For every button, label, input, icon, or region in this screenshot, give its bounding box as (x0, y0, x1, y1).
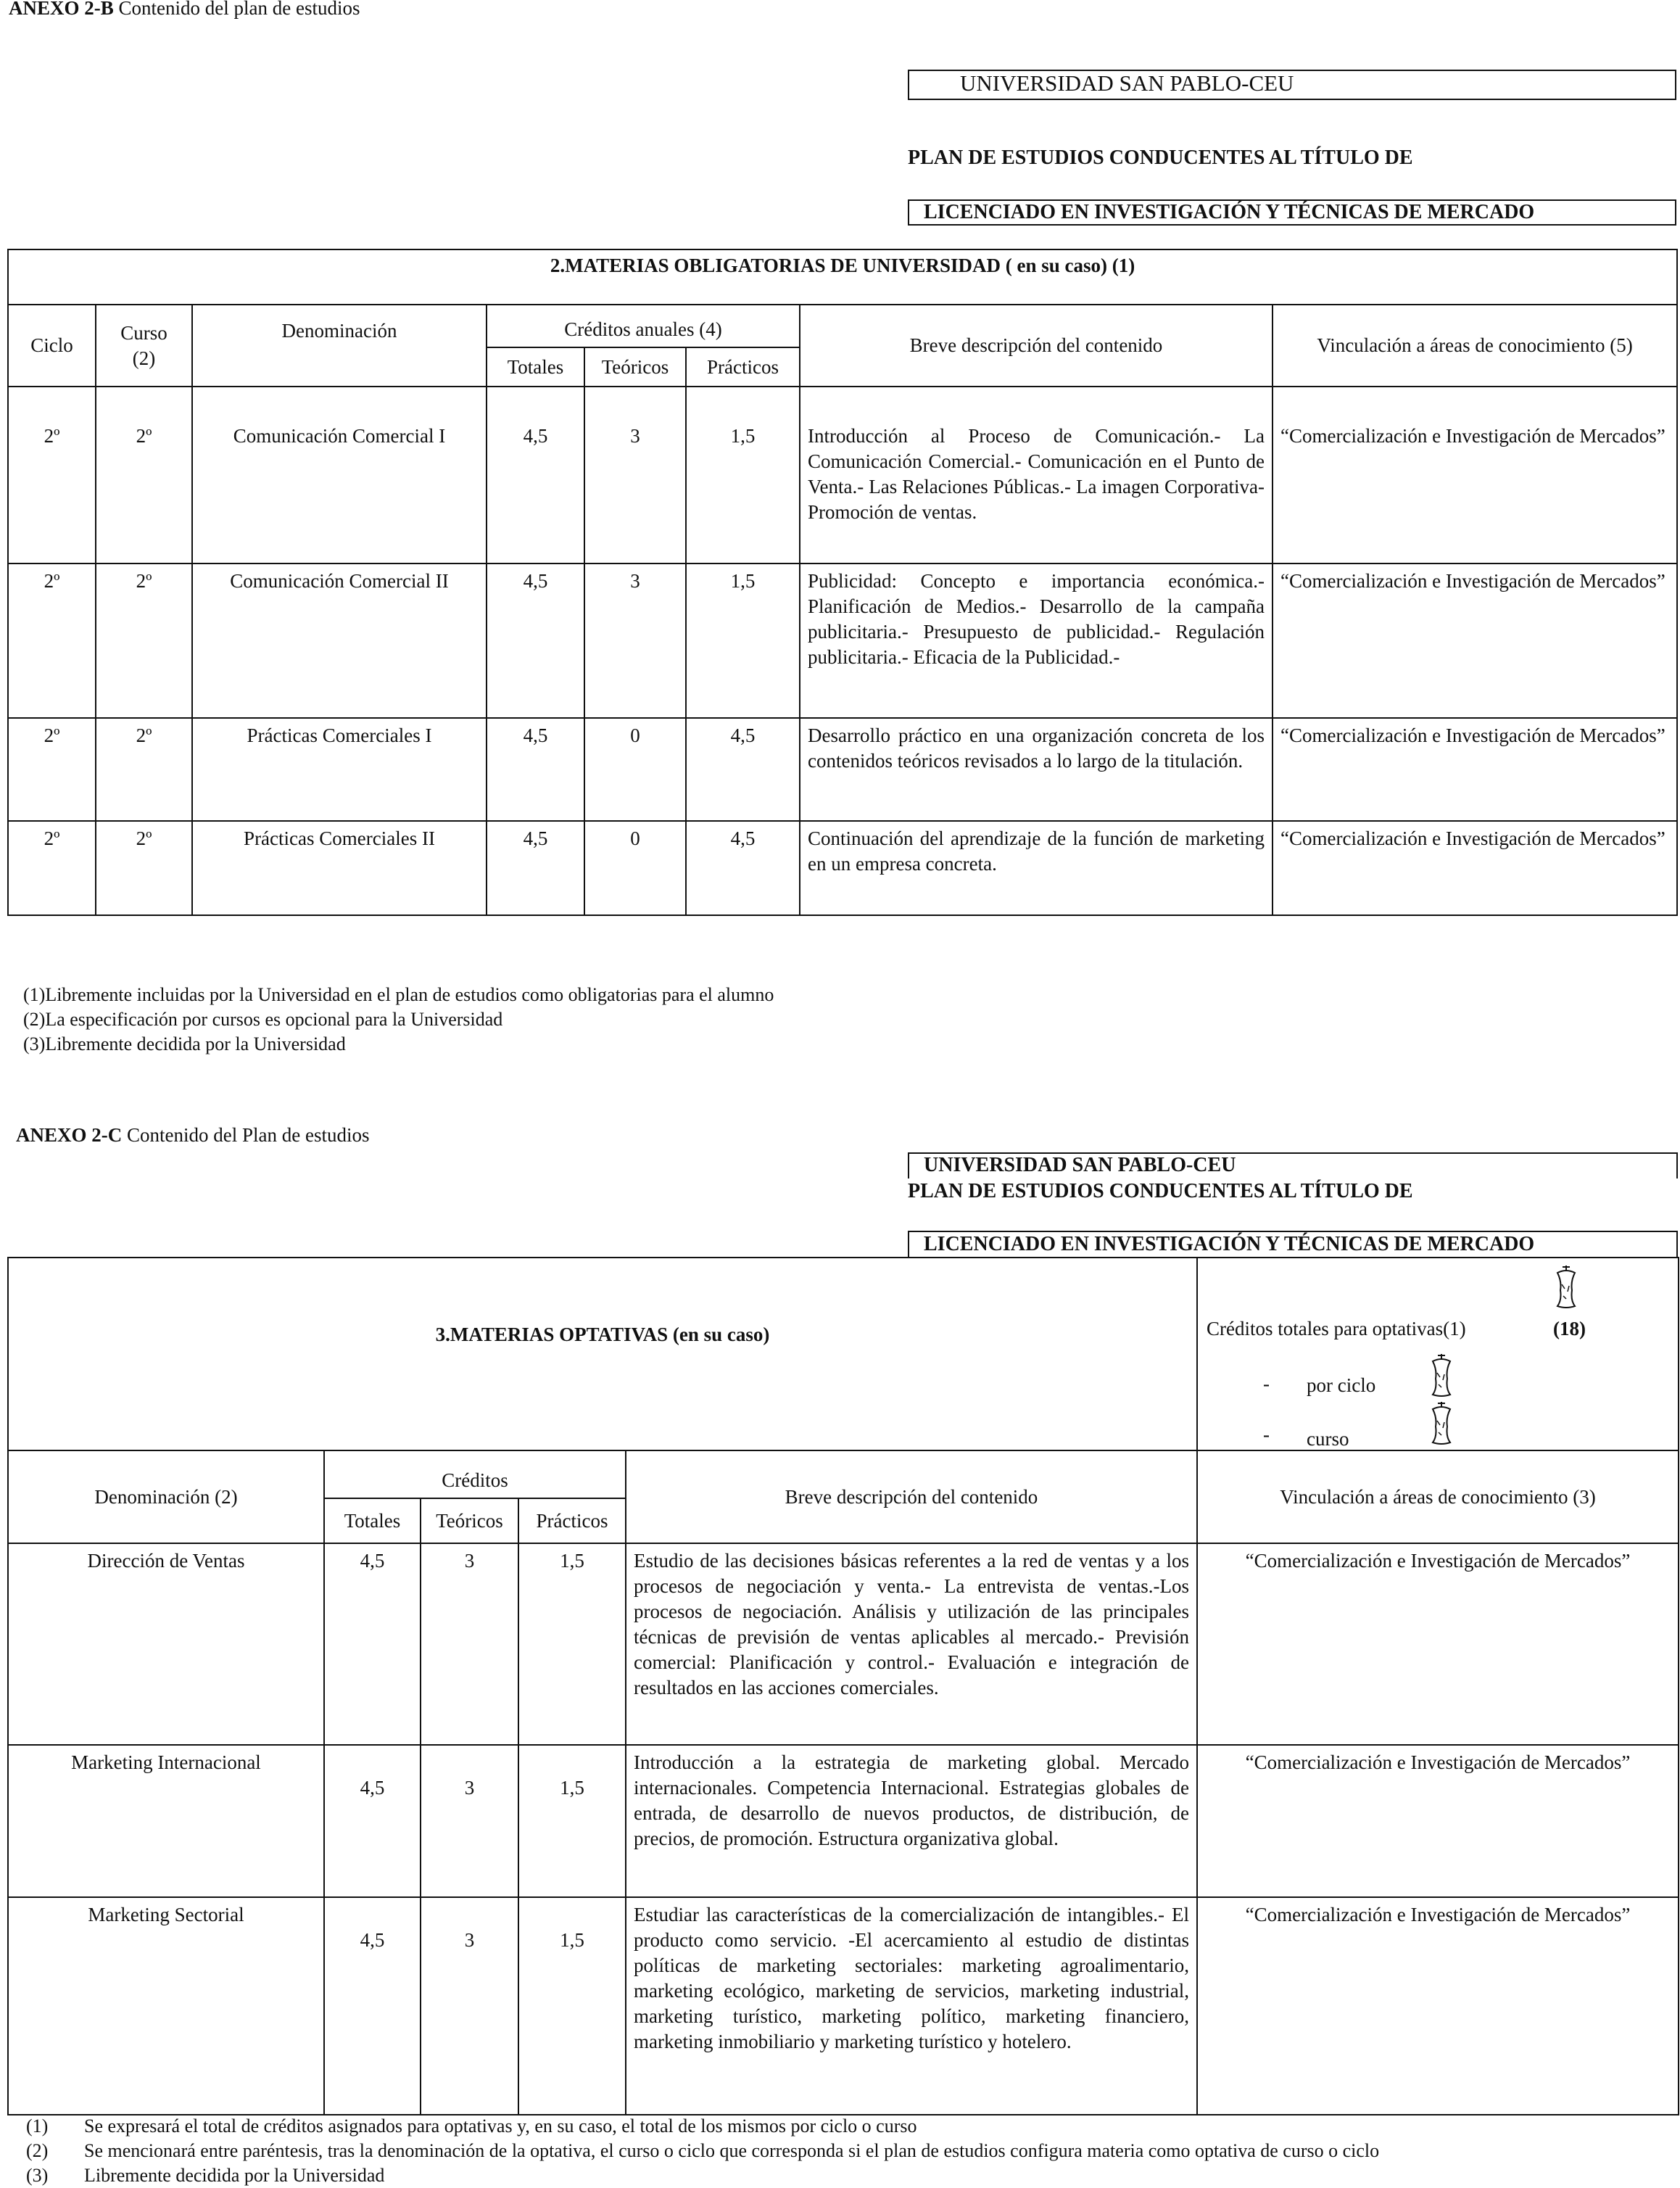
annex-c-note (26, 2163, 1379, 2188)
header-descripcion: Breve descripción del contenido (800, 305, 1273, 387)
annex-b-label (9, 0, 360, 20)
annex-c-caption: Contenido del Plan de estudios (122, 1124, 370, 1146)
cell-totales: 4,5 (324, 1543, 421, 1745)
cell-descripcion: Introducción a la estrategia de marketing global. Mercado internacionales. Competencia Internacional. Estrategias globales de entrada, de desarrollo de nuevos productos, de distribución, de precios, de promoción. Estructura organizativa global. (626, 1745, 1197, 1897)
credits-box (1197, 1258, 1679, 1450)
cell-practicos: 4,5 (686, 821, 800, 915)
cell-teoricos: 3 (421, 1543, 518, 1745)
credits-total-value: (18) (1553, 1318, 1586, 1339)
table-row (8, 1543, 1679, 1745)
cell-curso: 2º (96, 821, 192, 915)
cell-totales: 4,5 (324, 1745, 421, 1897)
header-creditos: Créditos anuales (4) (487, 305, 800, 347)
header-vinculacion: Vinculación a áreas de conocimiento (3) (1197, 1450, 1679, 1543)
cell-curso: 2º (96, 563, 192, 718)
table-row (8, 1897, 1679, 2115)
header-teoricos: Teóricos (584, 347, 686, 387)
annex-c-table-title: 3.MATERIAS OPTATIVAS (en su caso) (8, 1258, 1197, 1450)
apple-core-icon (1428, 1400, 1455, 1445)
cell-ciclo: 2º (8, 563, 96, 718)
note-number: (3) (26, 2165, 49, 2186)
cell-totales: 4,5 (487, 563, 584, 718)
header-totales: Totales (324, 1498, 421, 1543)
annex-c-code: ANEXO 2-C (16, 1124, 123, 1146)
header-curso (96, 305, 192, 387)
cell-teoricos: 3 (421, 1897, 518, 2115)
note-text: Se expresará el total de créditos asignados para optativas y, en su caso, el total de los mismos por ciclo o curso (84, 2115, 917, 2137)
cell-totales: 4,5 (487, 821, 584, 915)
annex-b-caption: Contenido del plan de estudios (113, 0, 360, 19)
cell-ciclo: 2º (8, 387, 96, 563)
cell-descripcion: Introducción al Proceso de Comunicación.- La Comunicación Comercial.- Comunicación en el Punto de Venta.- Las Relaciones Públicas.- La imagen Corporativa- Promoción de ventas. (800, 387, 1273, 563)
cell-denominacion: Prácticas Comerciales I (192, 718, 487, 821)
apple-core-icon (1428, 1353, 1455, 1398)
cell-vinculacion: “Comercialización e Investigación de Mercados” (1273, 821, 1677, 915)
cell-totales: 4,5 (487, 387, 584, 563)
header-denominacion: Denominación (192, 305, 487, 387)
annex-b-university-box (908, 70, 1676, 100)
cell-totales: 4,5 (324, 1897, 421, 2115)
cell-teoricos: 3 (584, 387, 686, 563)
table-row (8, 1745, 1679, 1897)
cell-denominacion: Prácticas Comerciales II (192, 821, 487, 915)
annex-c-note (26, 2139, 1379, 2163)
note-number: (2) (26, 2140, 49, 2161)
header-vinculacion: Vinculación a áreas de conocimiento (5) (1273, 305, 1677, 387)
annex-b-table-title: 2.MATERIAS OBLIGATORIAS DE UNIVERSIDAD ( en su caso) (1) (8, 249, 1677, 305)
table-row (8, 821, 1677, 915)
cell-vinculacion: “Comercialización e Investigación de Mercados” (1273, 563, 1677, 718)
cell-practicos: 1,5 (686, 563, 800, 718)
cell-descripcion: Continuación del aprendizaje de la función de marketing en un empresa concreta. (800, 821, 1273, 915)
note-number: (1) (26, 2115, 49, 2137)
annex-c-university: UNIVERSIDAD SAN PABLO-CEU (924, 1154, 1236, 1176)
cell-descripcion: Publicidad: Concepto e importancia económica.- Planificación de Medios.- Desarrollo de la campaña publicitaria.- Presupuesto de publicidad.- Regulación publicitaria.- Eficacia de la Publicidad.- (800, 563, 1273, 718)
header-curso-label: Curso (120, 321, 167, 344)
cell-ciclo: 2º (8, 718, 96, 821)
annex-c-degree-box (908, 1231, 1678, 1257)
table-row (8, 563, 1677, 718)
header-teoricos: Teóricos (421, 1498, 518, 1543)
header-denominacion: Denominación (2) (8, 1450, 324, 1543)
cell-practicos: 1,5 (518, 1897, 626, 2115)
cell-practicos: 1,5 (518, 1543, 626, 1745)
annex-b-note: (3)Libremente decidida por la Universidad (23, 1033, 346, 1054)
annex-b-note: (1)Libremente incluidas por la Universidad en el plan de estudios como obligatorias para el alumno (23, 984, 774, 1005)
cell-vinculacion: “Comercialización e Investigación de Mercados” (1197, 1745, 1679, 1897)
header-totales: Totales (487, 347, 584, 387)
cell-teoricos: 3 (584, 563, 686, 718)
header-ciclo: Ciclo (8, 305, 96, 387)
header-creditos: Créditos (324, 1450, 626, 1498)
cell-teoricos: 0 (584, 821, 686, 915)
cell-vinculacion: “Comercialización e Investigación de Mercados” (1273, 387, 1677, 563)
table-row (8, 718, 1677, 821)
cell-curso: 2º (96, 387, 192, 563)
credits-dash: - (1263, 1373, 1270, 1395)
cell-denominacion: Dirección de Ventas (8, 1543, 324, 1745)
note-text: Se mencionará entre paréntesis, tras la denominación de la optativa, el curso o ciclo que corresponda si el plan de estudios configura materia como optativa de curso o ciclo (84, 2140, 1380, 2161)
annex-b-degree-box (908, 199, 1676, 226)
annex-b-code: ANEXO 2-B (9, 0, 114, 19)
annex-c-university-box (908, 1152, 1678, 1178)
cell-practicos: 4,5 (686, 718, 800, 821)
apple-core-icon (1553, 1264, 1579, 1309)
annex-c-notes (26, 2114, 1379, 2188)
cell-descripcion: Estudio de las decisiones básicas referentes a la red de ventas y a los procesos de negociación y venta.- La entrevista de ventas.-Los procesos de negociación. Análisis y utilización de las principales técnicas de previsión de ventas aplicables al mercado.- Previsión comercial: Planificación y control.- Evaluación e integración de resultados en las acciones comerciales. (626, 1543, 1197, 1745)
cell-vinculacion: “Comercialización e Investigación de Mercados” (1273, 718, 1677, 821)
annex-b-table (7, 249, 1678, 916)
credits-por-ciclo: por ciclo (1307, 1374, 1376, 1396)
note-text: Libremente decidida por la Universidad (84, 2165, 385, 2186)
cell-ciclo: 2º (8, 821, 96, 915)
annex-c-label (16, 1124, 369, 1147)
cell-denominacion: Comunicación Comercial I (192, 387, 487, 563)
header-practicos: Prácticos (518, 1498, 626, 1543)
annex-c-note (26, 2114, 1379, 2139)
annex-b-note: (2)La especificación por cursos es opcional para la Universidad (23, 1009, 503, 1030)
cell-denominacion: Marketing Internacional (8, 1745, 324, 1897)
annex-b-degree: LICENCIADO EN INVESTIGACIÓN Y TÉCNICAS DE MERCADO (924, 201, 1535, 223)
cell-denominacion: Comunicación Comercial II (192, 563, 487, 718)
header-practicos: Prácticos (686, 347, 800, 387)
cell-teoricos: 0 (584, 718, 686, 821)
cell-descripcion: Desarrollo práctico en una organización concreta de los contenidos teóricos revisados a lo largo de la titulación. (800, 718, 1273, 821)
annex-b-notes (23, 983, 774, 1057)
annex-b-university: UNIVERSIDAD SAN PABLO-CEU (960, 70, 1294, 96)
cell-vinculacion: “Comercialización e Investigación de Mercados” (1197, 1897, 1679, 2115)
cell-practicos: 1,5 (518, 1745, 626, 1897)
header-curso-note: (2) (132, 347, 156, 369)
cell-denominacion: Marketing Sectorial (8, 1897, 324, 2115)
cell-curso: 2º (96, 718, 192, 821)
cell-totales: 4,5 (487, 718, 584, 821)
credits-dash: - (1263, 1424, 1270, 1445)
cell-practicos: 1,5 (686, 387, 800, 563)
cell-descripcion: Estudiar las características de la comercialización de intangibles.- El producto como servicio. -El acercamiento al estudio de distintas políticas de marketing sectoriales: marketing agroalimentario, marketing ecológico, marketing de servicios, marketing industrial, marketing turístico, marketing político, marketing financiero, marketing inmobiliario y marketing turístico y hotelero. (626, 1897, 1197, 2115)
annex-c-table (7, 1257, 1679, 2115)
credits-curso: curso (1307, 1428, 1349, 1450)
header-descripcion: Breve descripción del contenido (626, 1450, 1197, 1543)
cell-teoricos: 3 (421, 1745, 518, 1897)
annex-c-plan-title: PLAN DE ESTUDIOS CONDUCENTES AL TÍTULO DE (908, 1180, 1413, 1202)
credits-total-label: Créditos totales para optativas(1) (1207, 1318, 1466, 1339)
annex-b-plan-title: PLAN DE ESTUDIOS CONDUCENTES AL TÍTULO DE (908, 146, 1413, 169)
cell-vinculacion: “Comercialización e Investigación de Mercados” (1197, 1543, 1679, 1745)
table-row (8, 387, 1677, 563)
annex-c-degree: LICENCIADO EN INVESTIGACIÓN Y TÉCNICAS DE MERCADO (924, 1233, 1535, 1255)
